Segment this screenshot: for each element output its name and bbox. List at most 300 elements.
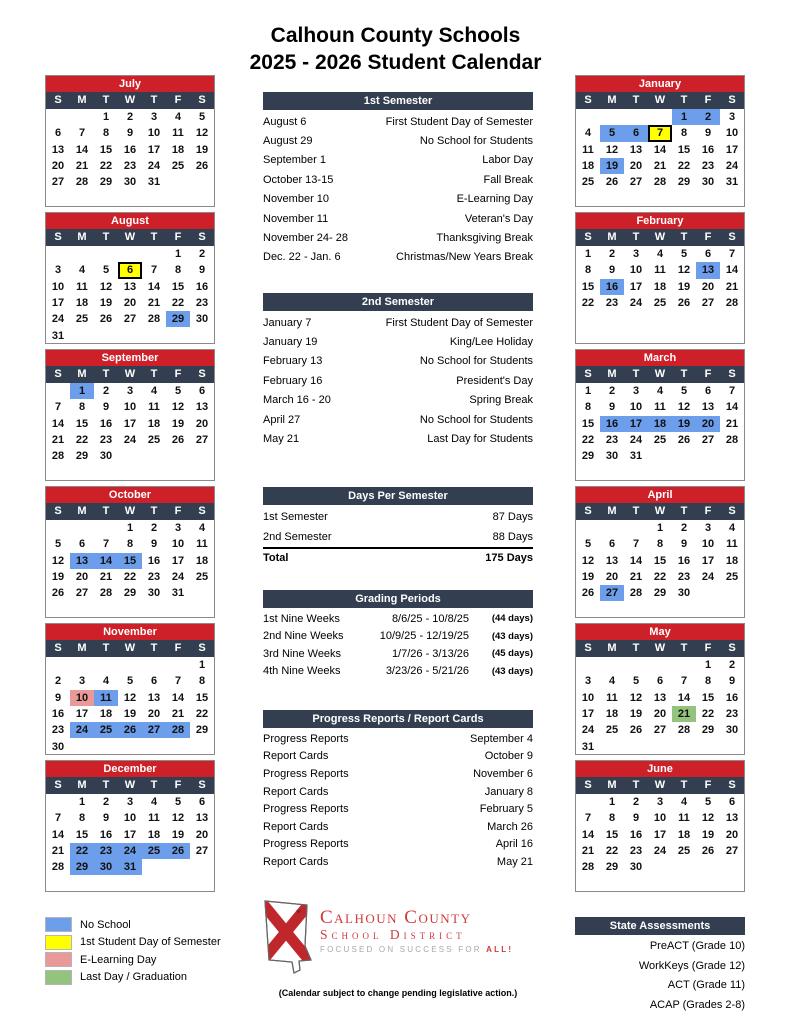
day-cell: 3 xyxy=(54,264,62,277)
day-cell: 30 xyxy=(123,176,137,189)
day-cell: 15 xyxy=(75,828,89,841)
day-cell: 13 xyxy=(696,262,720,278)
weekday-header xyxy=(576,229,744,246)
month-march xyxy=(575,349,745,481)
day-cell: 21 xyxy=(725,280,739,293)
grading-label: 3rd Nine Weeks xyxy=(263,647,342,660)
day-cell: 18 xyxy=(581,160,595,173)
empty-day-cell xyxy=(142,657,166,673)
day-cell: 21 xyxy=(581,845,595,858)
day-cell: 23 xyxy=(123,160,137,173)
weekday-label: S xyxy=(728,642,736,654)
month-title: June xyxy=(576,761,744,777)
weekday-label: S xyxy=(54,231,62,243)
month-title: July xyxy=(46,76,214,92)
day-cell: 10 xyxy=(629,401,643,414)
section-header-state-assessments: State Assessments xyxy=(575,917,745,935)
day-cell: 1 xyxy=(102,111,110,124)
day-grid xyxy=(576,520,744,601)
table-row xyxy=(263,800,533,818)
day-cell: 19 xyxy=(123,708,137,721)
day-cell: 12 xyxy=(195,127,209,140)
day-cell: 5 xyxy=(600,125,624,141)
row-value: Veteran's Day xyxy=(464,212,533,225)
month-title: November xyxy=(46,624,214,640)
day-cell: 28 xyxy=(51,450,65,463)
table-row xyxy=(263,853,533,871)
day-cell: 9 xyxy=(198,264,206,277)
day-cell: 29 xyxy=(605,861,619,874)
weekday-label: T xyxy=(680,94,688,106)
day-cell: 27 xyxy=(725,845,739,858)
empty-day-cell xyxy=(46,109,70,125)
row-label: February 13 xyxy=(263,355,323,368)
day-cell: 25 xyxy=(147,434,161,447)
empty-day-cell xyxy=(576,520,600,536)
table-row xyxy=(263,429,533,448)
day-cell: 5 xyxy=(126,675,134,688)
day-cell: 5 xyxy=(680,385,688,398)
day-cell: 2 xyxy=(608,248,616,261)
day-cell: 30 xyxy=(725,724,739,737)
page-title xyxy=(0,22,791,76)
row-value: Christmas/New Years Break xyxy=(396,251,533,264)
day-cell: 21 xyxy=(51,434,65,447)
empty-day-cell xyxy=(94,246,118,262)
day-cell: 28 xyxy=(166,722,190,738)
day-cell: 24 xyxy=(123,434,137,447)
row-value: October 9 xyxy=(484,750,533,763)
row-value: No School for Students xyxy=(419,413,533,426)
day-cell: 3 xyxy=(150,111,158,124)
day-cell: 7 xyxy=(584,812,592,825)
day-cell: 30 xyxy=(701,176,715,189)
day-cell: 7 xyxy=(150,264,158,277)
day-cell: 23 xyxy=(701,160,715,173)
day-cell: 17 xyxy=(147,143,161,156)
table-row xyxy=(263,228,533,247)
legend-item xyxy=(45,951,221,968)
day-cell: 12 xyxy=(677,264,691,277)
day-grid xyxy=(46,794,214,875)
day-cell: 31 xyxy=(171,587,185,600)
day-cell: 11 xyxy=(196,538,208,551)
section-header-grading-periods: Grading Periods xyxy=(263,590,533,608)
day-cell: 14 xyxy=(51,417,65,430)
day-cell: 17 xyxy=(51,297,65,310)
section-header-progress-reports: Progress Reports / Report Cards xyxy=(263,710,533,728)
day-cell: 14 xyxy=(75,143,89,156)
empty-day-cell xyxy=(94,657,118,673)
day-cell: 9 xyxy=(102,812,110,825)
day-cell: 15 xyxy=(171,280,185,293)
day-cell: 20 xyxy=(195,828,209,841)
weekday-header xyxy=(576,503,744,520)
weekday-label: F xyxy=(174,94,182,106)
day-cell: 24 xyxy=(653,845,667,858)
day-cell: 9 xyxy=(608,264,616,277)
row-label: Total xyxy=(263,552,289,564)
day-cell: 1 xyxy=(198,659,206,672)
day-cell: 16 xyxy=(600,416,624,432)
day-cell: 3 xyxy=(584,675,592,688)
day-cell: 1 xyxy=(584,248,592,261)
day-cell: 11 xyxy=(76,280,88,293)
grading-label: 1st Nine Weeks xyxy=(263,612,340,625)
grading-range: 8/6/25 - 10/8/25 xyxy=(391,612,469,625)
day-cell: 3 xyxy=(78,675,86,688)
month-april xyxy=(575,486,745,618)
row-value: Fall Break xyxy=(483,173,533,186)
weekday-label: M xyxy=(77,505,87,517)
day-cell: 6 xyxy=(608,538,616,551)
grading-day-count: (43 days) xyxy=(491,630,533,642)
empty-day-cell xyxy=(46,520,70,536)
day-cell: 21 xyxy=(672,706,696,722)
day-cell: 9 xyxy=(150,538,158,551)
weekday-label: F xyxy=(704,642,712,654)
weekday-label: M xyxy=(607,368,617,380)
logo-tagline xyxy=(320,943,513,956)
day-cell: 24 xyxy=(70,722,94,738)
day-cell: 8 xyxy=(584,401,592,414)
day-cell: 27 xyxy=(123,313,137,326)
weekday-label: S xyxy=(198,779,206,791)
day-cell: 4 xyxy=(656,385,664,398)
legend-label: Last Day / Graduation xyxy=(80,971,188,983)
day-cell: 4 xyxy=(608,675,616,688)
day-cell: 21 xyxy=(75,160,89,173)
row-label: September 1 xyxy=(263,154,326,167)
month-october xyxy=(45,486,215,618)
day-cell: 6 xyxy=(624,125,648,141)
weekday-label: W xyxy=(124,642,136,654)
day-cell: 3 xyxy=(704,522,712,535)
empty-day-cell xyxy=(648,109,672,125)
day-grid xyxy=(46,520,214,601)
day-cell: 20 xyxy=(123,297,137,310)
weekday-label: S xyxy=(728,505,736,517)
weekday-label: S xyxy=(198,94,206,106)
day-cell: 20 xyxy=(605,571,619,584)
legend-swatch-last_day xyxy=(45,970,72,985)
empty-day-cell xyxy=(46,657,70,673)
grading-row xyxy=(263,628,533,646)
weekday-label: W xyxy=(124,94,136,106)
month-title: April xyxy=(576,487,744,503)
day-cell: 13 xyxy=(653,691,667,704)
day-cell: 13 xyxy=(123,280,137,293)
empty-day-cell xyxy=(70,246,94,262)
day-cell: 5 xyxy=(680,248,688,261)
day-cell: 4 xyxy=(198,522,206,535)
day-grid xyxy=(46,383,214,464)
day-cell: 13 xyxy=(701,401,715,414)
day-cell: 18 xyxy=(147,828,161,841)
day-cell: 16 xyxy=(600,279,624,295)
day-cell: 4 xyxy=(150,385,158,398)
month-july xyxy=(45,75,215,207)
day-cell: 12 xyxy=(677,401,691,414)
day-cell: 25 xyxy=(725,571,739,584)
table-row xyxy=(263,112,533,131)
grading-row xyxy=(263,610,533,628)
day-cell: 15 xyxy=(195,691,209,704)
table-row xyxy=(263,410,533,429)
day-cell: 5 xyxy=(584,538,592,551)
weekday-label: T xyxy=(102,642,110,654)
day-cell: 1 xyxy=(78,796,86,809)
empty-day-cell xyxy=(46,246,70,262)
weekday-header xyxy=(46,777,214,794)
day-cell: 9 xyxy=(126,127,134,140)
weekday-label: F xyxy=(704,231,712,243)
day-cell: 22 xyxy=(581,297,595,310)
row-value: February 5 xyxy=(479,803,533,816)
day-cell: 6 xyxy=(118,262,142,278)
day-cell: 27 xyxy=(701,434,715,447)
day-cell: 30 xyxy=(51,740,65,753)
table-row xyxy=(263,190,533,209)
weekday-header xyxy=(576,640,744,657)
weekday-label: W xyxy=(654,779,666,791)
day-cell: 16 xyxy=(677,554,691,567)
day-cell: 7 xyxy=(174,675,182,688)
day-cell: 5 xyxy=(174,385,182,398)
day-cell: 13 xyxy=(195,401,209,414)
day-cell: 5 xyxy=(174,796,182,809)
row-value: April 16 xyxy=(495,838,533,851)
day-cell: 18 xyxy=(677,828,691,841)
empty-day-cell xyxy=(576,109,600,125)
day-cell: 17 xyxy=(624,416,648,432)
day-cell: 23 xyxy=(195,297,209,310)
weekday-label: F xyxy=(704,94,712,106)
day-cell: 19 xyxy=(195,143,209,156)
month-september xyxy=(45,349,215,481)
weekday-label: T xyxy=(632,779,640,791)
day-cell: 8 xyxy=(78,401,86,414)
day-cell: 2 xyxy=(608,385,616,398)
day-cell: 25 xyxy=(75,313,89,326)
weekday-label: S xyxy=(198,505,206,517)
day-cell: 30 xyxy=(195,313,209,326)
day-cell: 20 xyxy=(725,828,739,841)
table-row xyxy=(263,313,533,332)
weekday-label: M xyxy=(607,779,617,791)
day-cell: 12 xyxy=(171,401,185,414)
day-cell: 30 xyxy=(605,450,619,463)
day-grid xyxy=(46,109,214,190)
day-cell: 29 xyxy=(75,450,89,463)
section-progress-reports xyxy=(263,710,533,871)
day-cell: 29 xyxy=(653,587,667,600)
day-cell: 18 xyxy=(75,297,89,310)
day-cell: 15 xyxy=(118,553,142,569)
day-cell: 26 xyxy=(677,434,691,447)
row-label: August 6 xyxy=(263,115,307,128)
weekday-label: W xyxy=(124,368,136,380)
day-cell: 1 xyxy=(672,109,696,125)
row-label: November 11 xyxy=(263,212,329,225)
day-cell: 17 xyxy=(701,554,715,567)
weekday-label: T xyxy=(632,94,640,106)
day-grid xyxy=(576,657,744,755)
weekday-label: W xyxy=(124,505,136,517)
day-cell: 28 xyxy=(581,861,595,874)
day-cell: 15 xyxy=(605,828,619,841)
day-cell: 26 xyxy=(171,434,185,447)
day-cell: 29 xyxy=(581,450,595,463)
table-row xyxy=(263,151,533,170)
day-cell: 10 xyxy=(653,812,667,825)
day-cell: 7 xyxy=(728,248,736,261)
day-cell: 17 xyxy=(123,828,137,841)
weekday-label: T xyxy=(632,368,640,380)
day-cell: 25 xyxy=(195,571,209,584)
assessment-item: PreACT (Grade 10) xyxy=(649,940,745,952)
row-value: E-Learning Day xyxy=(456,193,533,206)
day-cell: 4 xyxy=(78,264,86,277)
weekday-label: T xyxy=(632,231,640,243)
day-cell: 2 xyxy=(126,111,134,124)
weekday-label: M xyxy=(607,94,617,106)
day-cell: 4 xyxy=(584,127,592,140)
day-cell: 27 xyxy=(195,434,209,447)
day-cell: 23 xyxy=(629,845,643,858)
row-label: January 19 xyxy=(263,336,318,349)
day-cell: 18 xyxy=(605,708,619,721)
day-cell: 23 xyxy=(147,571,161,584)
day-cell: 24 xyxy=(147,160,161,173)
weekday-label: F xyxy=(704,505,712,517)
day-cell: 12 xyxy=(123,691,137,704)
logo-tagline-gray: FOCUSED ON SUCCESS FOR xyxy=(320,945,487,954)
day-cell: 28 xyxy=(147,313,161,326)
row-label: March 16 - 20 xyxy=(263,394,331,407)
day-grid xyxy=(576,383,744,464)
day-cell: 1 xyxy=(70,383,94,399)
row-value: Spring Break xyxy=(469,394,533,407)
day-cell: 8 xyxy=(126,538,134,551)
day-cell: 15 xyxy=(581,280,595,293)
weekday-label: S xyxy=(728,368,736,380)
empty-day-cell xyxy=(600,657,624,673)
day-cell: 31 xyxy=(118,859,142,875)
weekday-label: S xyxy=(54,94,62,106)
day-cell: 6 xyxy=(656,675,664,688)
day-cell: 20 xyxy=(653,708,667,721)
legend-label: No School xyxy=(80,918,131,931)
day-cell: 8 xyxy=(608,812,616,825)
month-january xyxy=(575,75,745,207)
color-legend xyxy=(45,916,221,986)
empty-day-cell xyxy=(46,383,70,399)
empty-day-cell xyxy=(142,246,166,262)
weekday-label: S xyxy=(584,505,592,517)
day-cell: 24 xyxy=(118,843,142,859)
section-header-first-semester: 1st Semester xyxy=(263,92,533,110)
day-cell: 29 xyxy=(677,176,691,189)
weekday-label: W xyxy=(124,779,136,791)
day-cell: 6 xyxy=(728,796,736,809)
day-cell: 14 xyxy=(94,553,118,569)
weekday-label: M xyxy=(77,368,87,380)
day-cell: 19 xyxy=(171,417,185,430)
empty-day-cell xyxy=(118,657,142,673)
day-cell: 24 xyxy=(701,571,715,584)
day-cell: 9 xyxy=(102,401,110,414)
day-cell: 9 xyxy=(54,691,62,704)
row-value: Thanksgiving Break xyxy=(436,232,533,245)
grading-row xyxy=(263,663,533,681)
day-cell: 22 xyxy=(581,434,595,447)
row-label: January 7 xyxy=(263,316,312,329)
day-cell: 28 xyxy=(51,861,65,874)
page-title-line2: 2025 - 2026 Student Calendar xyxy=(249,51,542,74)
day-cell: 24 xyxy=(171,571,185,584)
day-cell: 2 xyxy=(680,522,688,535)
day-cell: 6 xyxy=(150,675,158,688)
day-cell: 19 xyxy=(51,571,65,584)
day-cell: 24 xyxy=(629,297,643,310)
logo-name-line2: School District xyxy=(320,927,466,942)
weekday-label: S xyxy=(54,779,62,791)
weekday-label: S xyxy=(198,642,206,654)
legend-label: E-Learning Day xyxy=(80,953,157,966)
weekday-label: S xyxy=(728,779,736,791)
month-december xyxy=(45,760,215,892)
weekday-label: T xyxy=(680,368,688,380)
page-title-line1: Calhoun County Schools xyxy=(270,24,521,47)
row-label: Dec. 22 - Jan. 6 xyxy=(263,251,341,264)
day-cell: 7 xyxy=(54,401,62,414)
day-cell: 30 xyxy=(99,450,113,463)
day-cell: 24 xyxy=(581,724,595,737)
day-cell: 27 xyxy=(600,585,624,601)
month-title: February xyxy=(576,213,744,229)
day-cell: 11 xyxy=(654,264,666,277)
empty-day-cell xyxy=(70,520,94,536)
row-value: 175 Days xyxy=(485,552,533,564)
day-cell: 21 xyxy=(653,160,667,173)
weekday-label: S xyxy=(728,94,736,106)
day-cell: 7 xyxy=(680,675,688,688)
weekday-label: W xyxy=(654,368,666,380)
day-cell: 15 xyxy=(99,143,113,156)
month-title: May xyxy=(576,624,744,640)
grading-range: 3/23/26 - 5/21/26 xyxy=(385,665,469,678)
day-cell: 8 xyxy=(656,538,664,551)
day-cell: 18 xyxy=(171,143,185,156)
day-cell: 27 xyxy=(701,297,715,310)
day-cell: 2 xyxy=(150,522,158,535)
day-cell: 22 xyxy=(171,297,185,310)
row-value: Labor Day xyxy=(482,154,533,167)
day-cell: 20 xyxy=(147,708,161,721)
table-row xyxy=(263,332,533,351)
day-cell: 4 xyxy=(102,675,110,688)
row-label: February 16 xyxy=(263,374,323,387)
table-row xyxy=(263,209,533,228)
legend-swatch-no_school xyxy=(45,917,72,932)
day-cell: 23 xyxy=(94,843,118,859)
day-cell: 5 xyxy=(54,538,62,551)
day-cell: 19 xyxy=(629,708,643,721)
day-cell: 10 xyxy=(629,264,643,277)
empty-day-cell xyxy=(600,520,624,536)
month-title: September xyxy=(46,350,214,366)
